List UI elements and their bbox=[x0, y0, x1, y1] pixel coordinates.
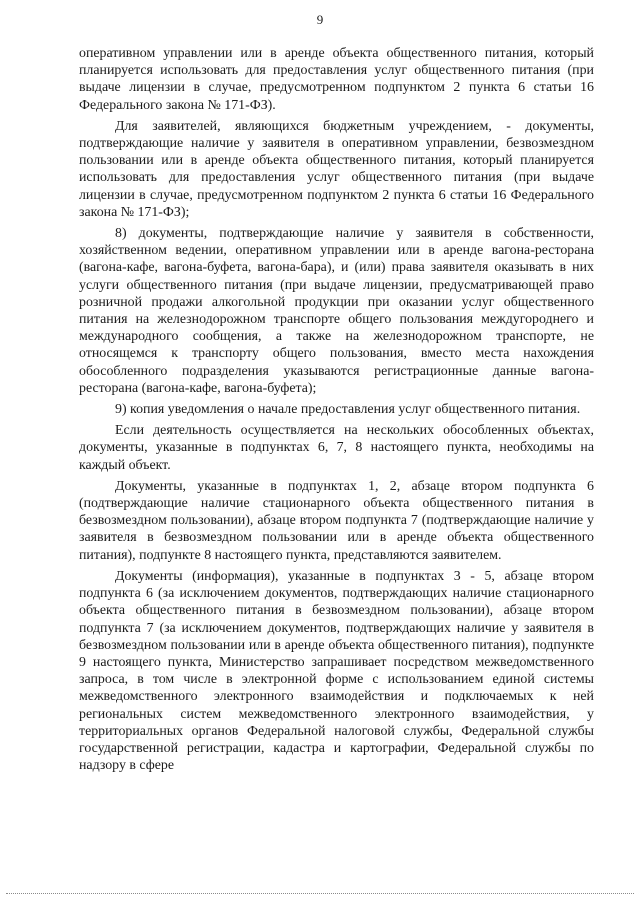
document-body bbox=[79, 45, 594, 778]
paragraph-applicant-documents: Документы, указанные в подпунктах 1, 2, абзаце втором подпункта 6 (подтверждающие наличие стационарного объекта общественного питания в безвозмездном пользовании), абзаце втором подпункта 7 (подтверждающие наличие у заявителя в безвозмездном пользовании или в аренде объекта общественного питания), подпункте 8 настоящего пункта, представляются заявителем. bbox=[79, 478, 594, 563]
paragraph-item-8: 8) документы, подтверждающие наличие у заявителя в собственности, хозяйственном ведении, оперативном управлении или в аренде вагона-ресторана (вагона-кафе, вагона-буфета, вагона-бара), и (или) права заявителя оказывать в них услуги общественного питания (при выдаче лицензии, предусматривающей право розничной продажи алкогольной продукции при оказании услуг общественного питания на железнодорожном транспорте общего пользования междугороднего и международного сообщения, а также на железнодорожном транспорте, не относящемся к транспорту общего пользования, вместо места нахождения обособленного подразделения указываются регистрационные данные вагона-ресторана (вагона-кафе, вагона-буфета); bbox=[79, 226, 594, 396]
paragraph-continuation: оперативном управлении или в аренде объекта общественного питания, который планируется использовать для предоставления услуг общественного питания (при выдаче лицензии в случае, предусмотренном подпунктом 2 пункта 6 статьи 16 Федерального закона № 171-ФЗ). bbox=[79, 46, 594, 113]
paragraph-budget-institutions: Для заявителей, являющихся бюджетным учреждением, - документы, подтверждающие наличие у заявителя в оперативном управлении, безвозмездном пользовании или в аренде объекта общественного питания, который планируется использовать для предоставления услуг общественного питания (при выдаче лицензии в случае, предусмотренном подпунктом 2 пункта 6 статьи 16 Федерального закона № 171-ФЗ); bbox=[79, 118, 594, 220]
footer-divider bbox=[6, 893, 634, 894]
paragraph-item-9: 9) копия уведомления о начале предоставления услуг общественного питания. bbox=[115, 402, 581, 418]
paragraph-multiple-objects: Если деятельность осуществляется на нескольких обособленных объектах, документы, указанные в подпунктах 6, 7, 8 настоящего пункта, необходимы на каждый объект. bbox=[79, 423, 594, 473]
page-number: 9 bbox=[316, 12, 324, 27]
paragraph-interagency-request: Документы (информация), указанные в подпунктах 3 - 5, абзаце втором подпункта 6 (за исключением документов, подтверждающих наличие стационарного объекта общественного питания в безвозмездном пользовании), абзаце втором подпункта 7 (за исключением документов, подтверждающих наличие у заявителя в безвозмездном пользовании или в аренде объекта общественного питания), подпункте 9 настоящего пункта, Министерство запрашивает посредством межведомственного запроса, в том числе в электронной форме с использованием единой системы межведомственного электронного взаимодействия и подключаемых к ней региональных систем межведомственного электронного взаимодействия, у территориальных органов Федеральной налоговой службы, Федеральной службы государственной регистрации, кадастра и картографии, Федеральной службы по надзору в сфере bbox=[79, 568, 594, 774]
